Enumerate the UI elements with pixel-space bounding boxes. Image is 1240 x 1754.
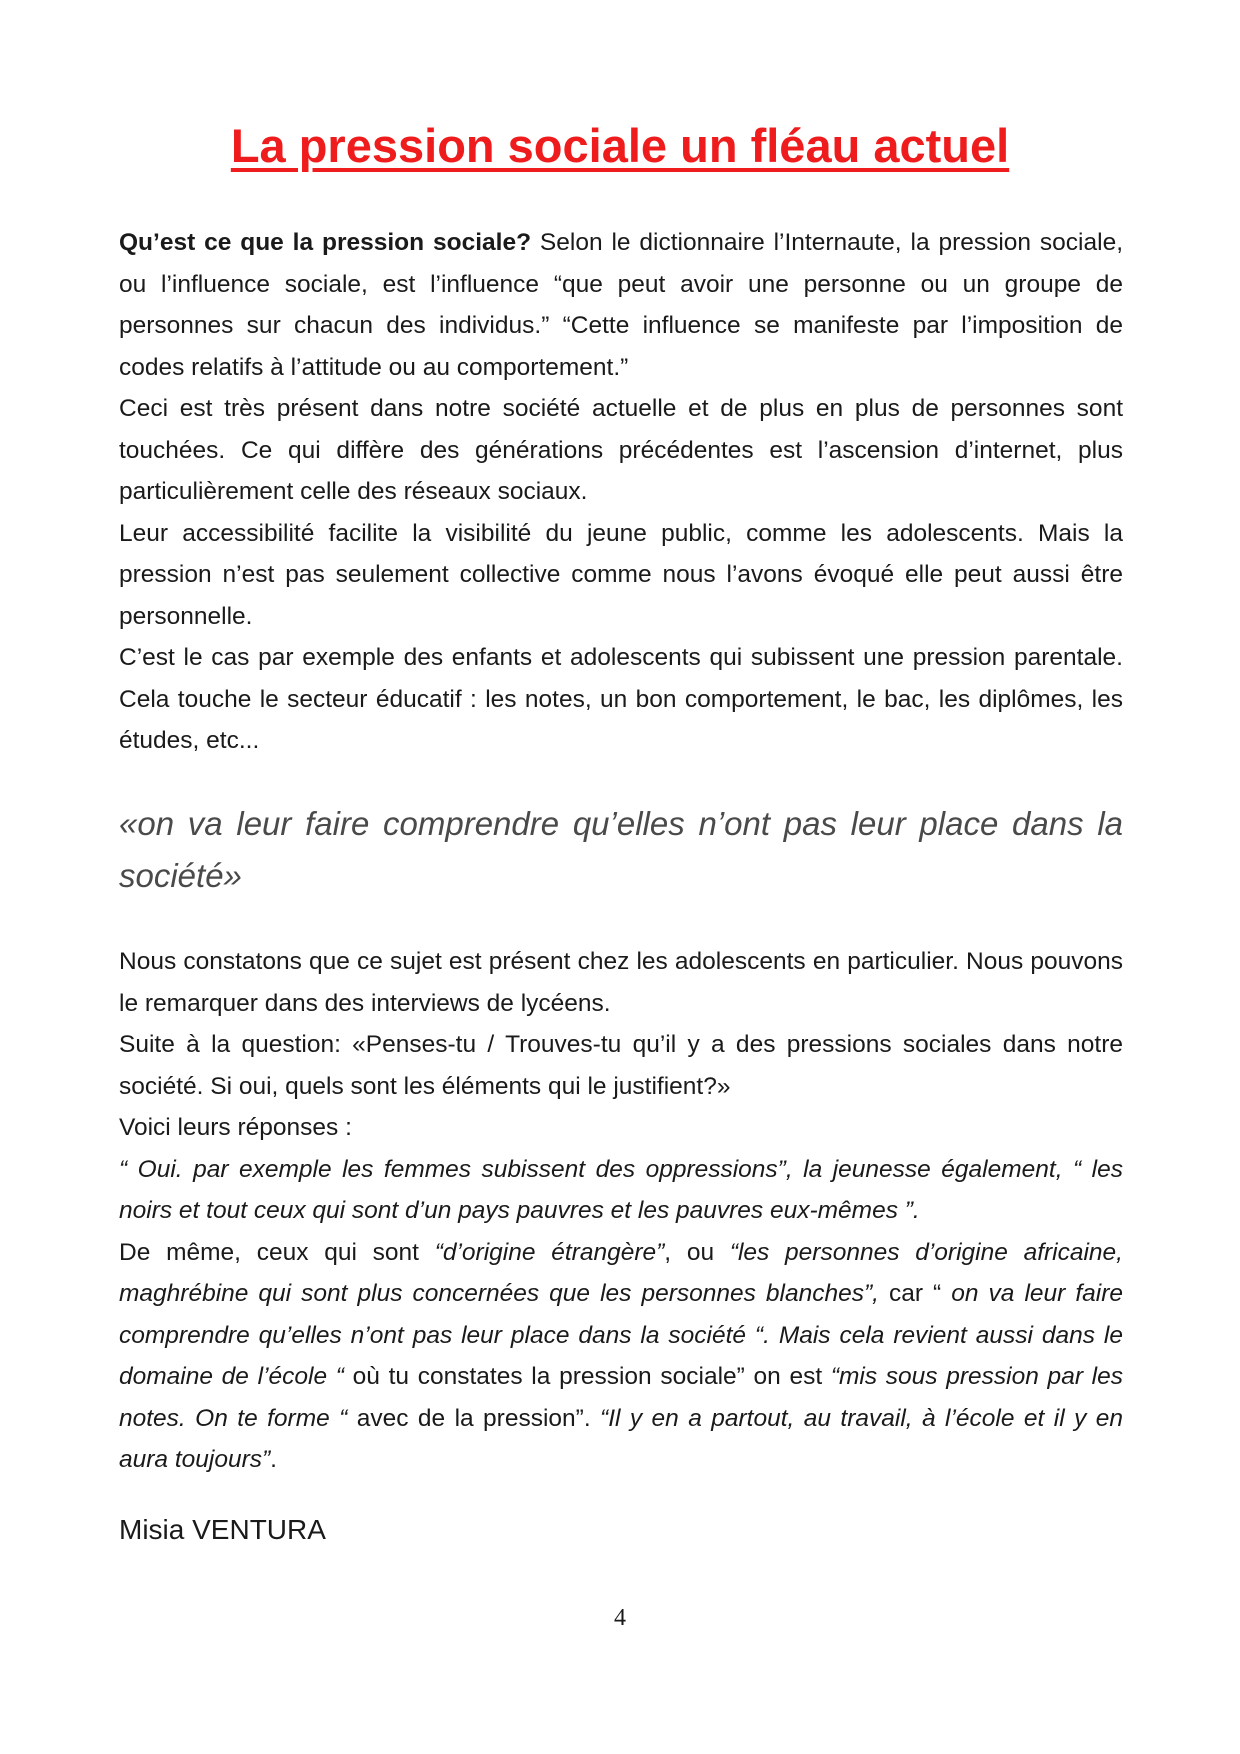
text-run: car “	[878, 1280, 952, 1307]
intro-paragraph-3: Leur accessibilité facilite la visibilité du jeune public, comme les adolescents. Mais la pression n’est pas seulement collective comme nous l’avons évoqué elle peut aussi être personnelle.	[119, 519, 1123, 630]
page-number: 4	[614, 1605, 626, 1631]
text-run: De même, ceux qui sont	[119, 1238, 435, 1266]
quote-run: “les personnes d’origine africaine, maghrébine qui sont plus concernées que les personnes blanches”,	[119, 1238, 1123, 1307]
intro-paragraph-1	[119, 222, 1123, 388]
text-run: où tu constates la pression sociale” on est	[343, 1363, 831, 1390]
text-run: .	[270, 1446, 277, 1473]
author-name: Misia VENTURA	[119, 1514, 326, 1545]
responses-paragraph	[119, 1232, 1123, 1481]
interview-question: Suite à la question: «Penses-tu / Trouves-tu qu’il y a des pressions sociales dans notre société. Si oui, quels sont les éléments qui le justifient?»	[119, 1031, 1123, 1100]
interview-section	[119, 941, 1123, 1481]
quote-run: on va leur faire comprendre qu’elles n’ont pas leur place dans la société “. Mais cela revient aussi dans le domaine de l’école “	[119, 1280, 1123, 1390]
text-run: avec de la pression”.	[347, 1404, 601, 1432]
quote-run: “mis sous pression par les notes. On te forme “	[119, 1363, 1123, 1432]
intro-paragraph-4: C’est le cas par exemple des enfants et adolescents qui subissent une pression parentale. Cela touche le secteur éducatif : les notes, un bon comportement, le bac, les diplômes, les études, etc...	[119, 644, 1123, 754]
quote-run: “Il y en a partout, au travail, à l’école et il y en aura toujours”	[119, 1404, 1123, 1473]
pull-quote: «on va leur faire comprendre qu’elles n’ont pas leur place dans la société»	[119, 805, 1123, 894]
intro-section	[119, 222, 1123, 762]
intro-lead-question: Qu’est ce que la pression sociale?	[119, 229, 532, 256]
page-title: La pression sociale un fléau actuel	[230, 119, 1010, 172]
interview-paragraph-1: Nous constatons que ce sujet est présent chez les adolescents en particulier. Nous pouvons le remarquer dans des interviews de lycéens.	[119, 948, 1123, 1017]
text-run: , ou	[664, 1238, 730, 1266]
intro-definition: Selon le dictionnaire l’Internaute, la pression sociale, ou l’influence sociale, est l’influence “que peut avoir une personne ou un groupe de personnes sur chacun des individus.” “Cette influence se manifeste par l’imposition de codes relatifs à l’attitude ou au comportement.”	[119, 229, 1123, 381]
response-quote-1: “ Oui. par exemple les femmes subissent des oppressions”, la jeunesse également, “ les noirs et tout ceux qui sont d’un pays pauvres et les pauvres eux-mêmes ”.	[119, 1155, 1123, 1224]
responses-intro: Voici leurs réponses :	[119, 1114, 352, 1141]
intro-paragraph-2: Ceci est très présent dans notre société actuelle et de plus en plus de personnes sont touchées. Ce qui diffère des générations précédentes est l’ascension d’internet, plus particulièrement celle des réseaux sociaux.	[119, 395, 1123, 505]
quote-run: “d’origine étrangère”	[434, 1238, 665, 1266]
